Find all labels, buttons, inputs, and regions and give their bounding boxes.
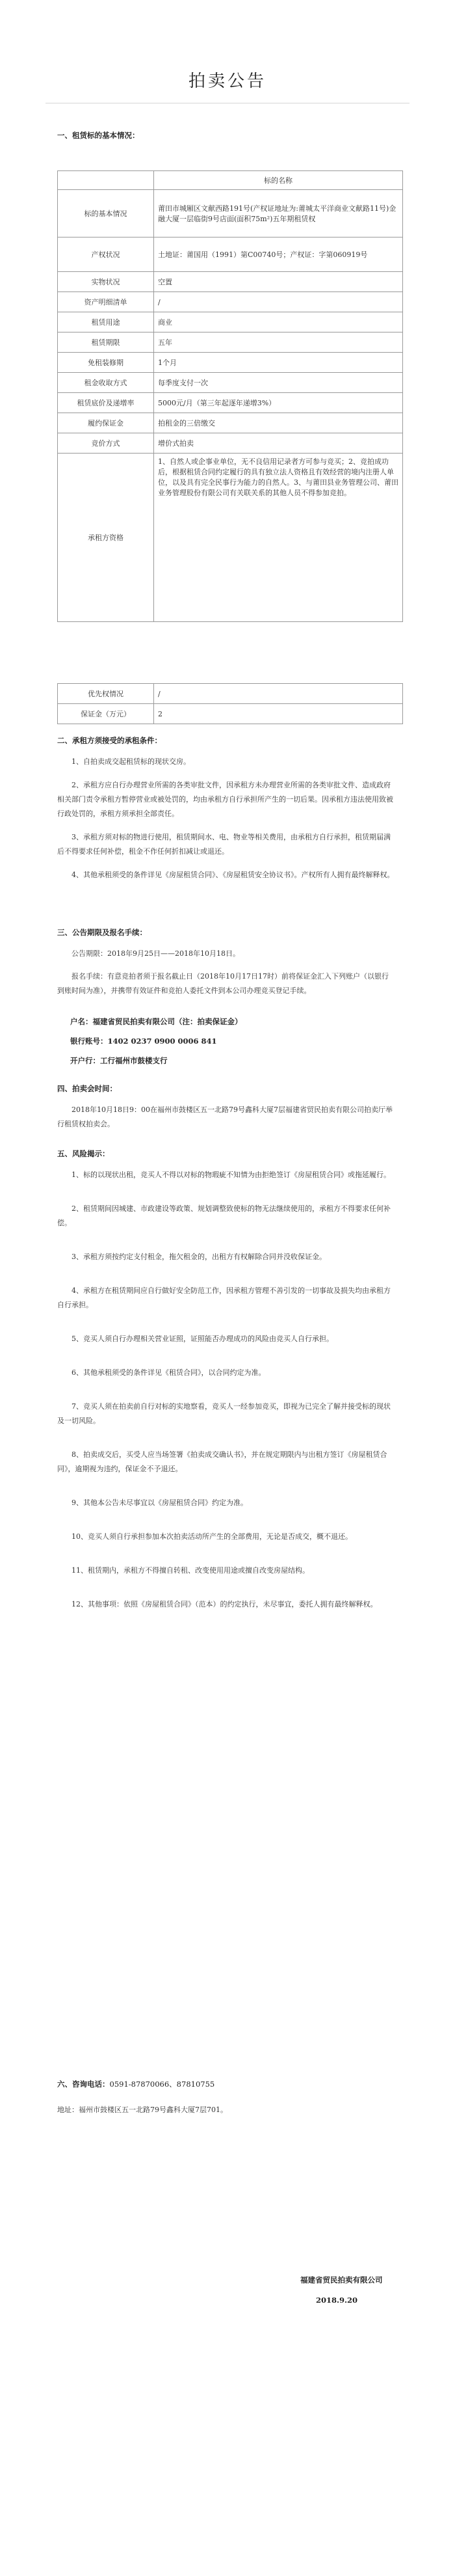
- table-value-cell: 空置: [154, 272, 403, 292]
- list-item: 7、竞买人须在拍卖前自行对标的实地察看，竞买人一经参加竞买，即视为已完全了解并接受标的现状及一切风险。: [57, 1402, 391, 1425]
- table-value-cell: 5000元/月（第三年起逐年递增3%）: [154, 393, 403, 413]
- table-row: [58, 190, 403, 237]
- table-cell-blank: [58, 171, 154, 190]
- page-title: 拍卖公告: [188, 72, 266, 91]
- phone-number: 0591-87870066、87810755: [109, 2080, 215, 2089]
- table-value-cell: 增价式拍卖: [154, 433, 403, 454]
- table-value-cell: 1、自然人或企事业单位，无不良信用记录者方可参与竞买；2、竞拍成功后，根据租赁合同约定履行的具有独立法人资格且有效经营的境内注册人单位，以及具有完全民事行为能力的自然人。3、与莆田县业务管理公司、莆田业务管理股份有限公司有关联关系的其他人员不得参加竞拍。: [154, 454, 403, 622]
- table-row: [58, 353, 403, 373]
- account-number-line: 银行账号：1402 0237 0900 0006 841: [70, 1037, 217, 1046]
- table-key-cell: 免租装修期: [58, 353, 154, 373]
- table-row: [58, 272, 403, 292]
- signature-date: 2018.9.20: [316, 2296, 358, 2305]
- table-key-cell: 实物状况: [58, 272, 154, 292]
- table-key-cell: 承租方资格: [58, 454, 154, 622]
- list-item: 1、标的以现状出租，竞买人不得以对标的物瑕疵不知情为由拒绝签订《房屋租赁合同》或拖延履行。: [72, 1171, 391, 1179]
- table-key-cell: 租赁期限: [58, 332, 154, 353]
- list-item: 12、其他事项：依照《房屋租赁合同》（范本）的约定执行，未尽事宜，委托人拥有最终解释权。: [72, 1600, 378, 1608]
- section-5-body: [57, 1168, 395, 1631]
- list-item: 10、竞买人须自行承担参加本次拍卖活动所产生的全部费用，无论是否成交，概不退还。: [72, 1532, 352, 1541]
- table-row: [58, 171, 403, 190]
- table-value-cell: /: [154, 292, 403, 312]
- table-row: [58, 237, 403, 272]
- table-value-cell: 每季度支付一次: [154, 373, 403, 393]
- table-value-cell: 莆田市城厢区文献西路191号(产权证地址为:莆城太平洋商业文献路11号)金融大厦一层临街9号店面(面积75m²)五年期租赁权: [154, 190, 403, 237]
- table-value-cell: 五年: [154, 332, 403, 353]
- table-row: [58, 433, 403, 454]
- table-key-cell: 租赁底价及递增率: [58, 393, 154, 413]
- section-3-heading: 三、公告期限及报名手续：: [57, 928, 147, 937]
- deposit-table: [57, 683, 403, 724]
- table-row: [58, 292, 403, 312]
- section-4-heading: 四、拍卖会时间：: [57, 1084, 117, 1093]
- list-item: 4、其他承租须受的条件详见《房屋租赁合同》、《房屋租赁安全协议书》。产权所有人拥有最终解释权。: [72, 871, 395, 879]
- table-row: [58, 312, 403, 332]
- table-key-cell: 租金收取方式: [58, 373, 154, 393]
- section-2-body: [57, 755, 395, 891]
- signature-company: 福建省贸民拍卖有限公司: [300, 2275, 383, 2285]
- table-key-cell: 优先权情况: [58, 684, 154, 704]
- table-row: [58, 332, 403, 353]
- section-5-heading: 五、风险揭示：: [57, 1149, 110, 1158]
- table-head-label: 标的名称: [154, 171, 403, 190]
- table-value-cell: 商业: [154, 312, 403, 332]
- table-row: [58, 413, 403, 433]
- list-item: 3、承租方须按约定支付租金，拖欠租金的，出租方有权解除合同并没收保证金。: [72, 1253, 326, 1261]
- list-item: 2、租赁期间因城建、市政建设等政策、规划调整致使标的物无法继续使用的，承租方不得要求任何补偿。: [57, 1204, 391, 1227]
- table-row: [58, 684, 403, 704]
- table-value-cell: 2: [154, 704, 403, 724]
- list-item: 5、竞买人须自行办理相关营业证照，证照能否办理成功的风险由竞买人自行承担。: [72, 1335, 333, 1343]
- list-item: 8、拍卖成交后，买受人应当场签署《拍卖成交确认书》，并在规定期限内与出租方签订《房屋租赁合同》，逾期视为违约，保证金不予退还。: [57, 1450, 387, 1473]
- table-value-cell: 1个月: [154, 353, 403, 373]
- signup-procedure: 报名手续：有意竞拍者须于报名截止日（2018年10月17日17时）前将保证金汇入下列账户（以银行到账时间为准），并携带有效证件和竞拍人委托文件到本公司办理竞买登记手续。: [57, 972, 389, 995]
- address-line: 地址：福州市鼓楼区五一北路79号鑫科大厦7层701。: [57, 2106, 228, 2114]
- section-2-heading: 二、承租方须接受的承租条件：: [57, 736, 162, 745]
- list-item: 11、租赁期内，承租方不得擅自转租、改变使用用途或擅自改变房屋结构。: [72, 1566, 309, 1575]
- table-value-cell: 土地证：莆国用（1991）第C00740号；产权证：字第060919号: [154, 237, 403, 272]
- table-key-cell: 竞价方式: [58, 433, 154, 454]
- list-item: 4、承租方在租赁期间应自行做好安全防范工作，因承租方管理不善引发的一切事故及损失均由承租方自行承担。: [57, 1286, 391, 1309]
- table-key-cell: 履约保证金: [58, 413, 154, 433]
- section-1-heading: 一、租赁标的基本情况：: [57, 131, 140, 140]
- table-key-cell: 资产明细清单: [58, 292, 154, 312]
- table-key-cell: 租赁用途: [58, 312, 154, 332]
- table-value-cell: /: [154, 684, 403, 704]
- list-item: 3、承租方须对标的物进行使用，租赁期间水、电、物业等相关费用，由承租方自行承担，租赁期届满后不得要求任何补偿，租金不作任何折扣减让或退还。: [57, 833, 391, 856]
- table-key-cell: 保证金（万元）: [58, 704, 154, 724]
- table-row: [58, 393, 403, 413]
- auction-time-text: 2018年10月18日9：00在福州市鼓楼区五一北路79号鑫科大厦7层福建省贸民拍卖有限公司拍卖厅举行租赁权拍卖会。: [57, 1105, 393, 1128]
- table-key-cell: 标的基本情况: [58, 190, 154, 237]
- lease-info-table: [57, 170, 403, 622]
- list-item: 2、承租方应自行办理营业所需的各类审批文件，因承租方未办理营业所需的各类审批文件、造成政府相关部门责令承租方暂停营业或被处罚的，均由承租方自行承担所产生的一切后果。因承租方违法使用致被行政处罚的，承租方须承担全部责任。: [57, 781, 393, 818]
- table-key-cell: 产权状况: [58, 237, 154, 272]
- table-value-cell: 拍租金的三倍缴交: [154, 413, 403, 433]
- bank-branch-line: 开户行：工行福州市鼓楼支行: [70, 1056, 168, 1065]
- notice-period: 公告期限：2018年9月25日——2018年10月18日。: [72, 949, 240, 958]
- account-name-line: 户名：福建省贸民拍卖有限公司（注：拍卖保证金）: [70, 1017, 242, 1026]
- table-row: [58, 373, 403, 393]
- list-item: 9、其他本公告未尽事宜以《房屋租赁合同》约定为准。: [72, 1498, 248, 1507]
- table-row: [58, 454, 403, 622]
- list-item: 6、其他承租须受的条件详见《租赁合同》，以合同约定为准。: [72, 1368, 266, 1377]
- list-item: 1、自拍卖成交起租赁标的现状交房。: [72, 757, 190, 766]
- section-6-heading: 六、咨询电话：0591-87870066、87810755: [57, 2080, 215, 2089]
- table-row: [58, 704, 403, 724]
